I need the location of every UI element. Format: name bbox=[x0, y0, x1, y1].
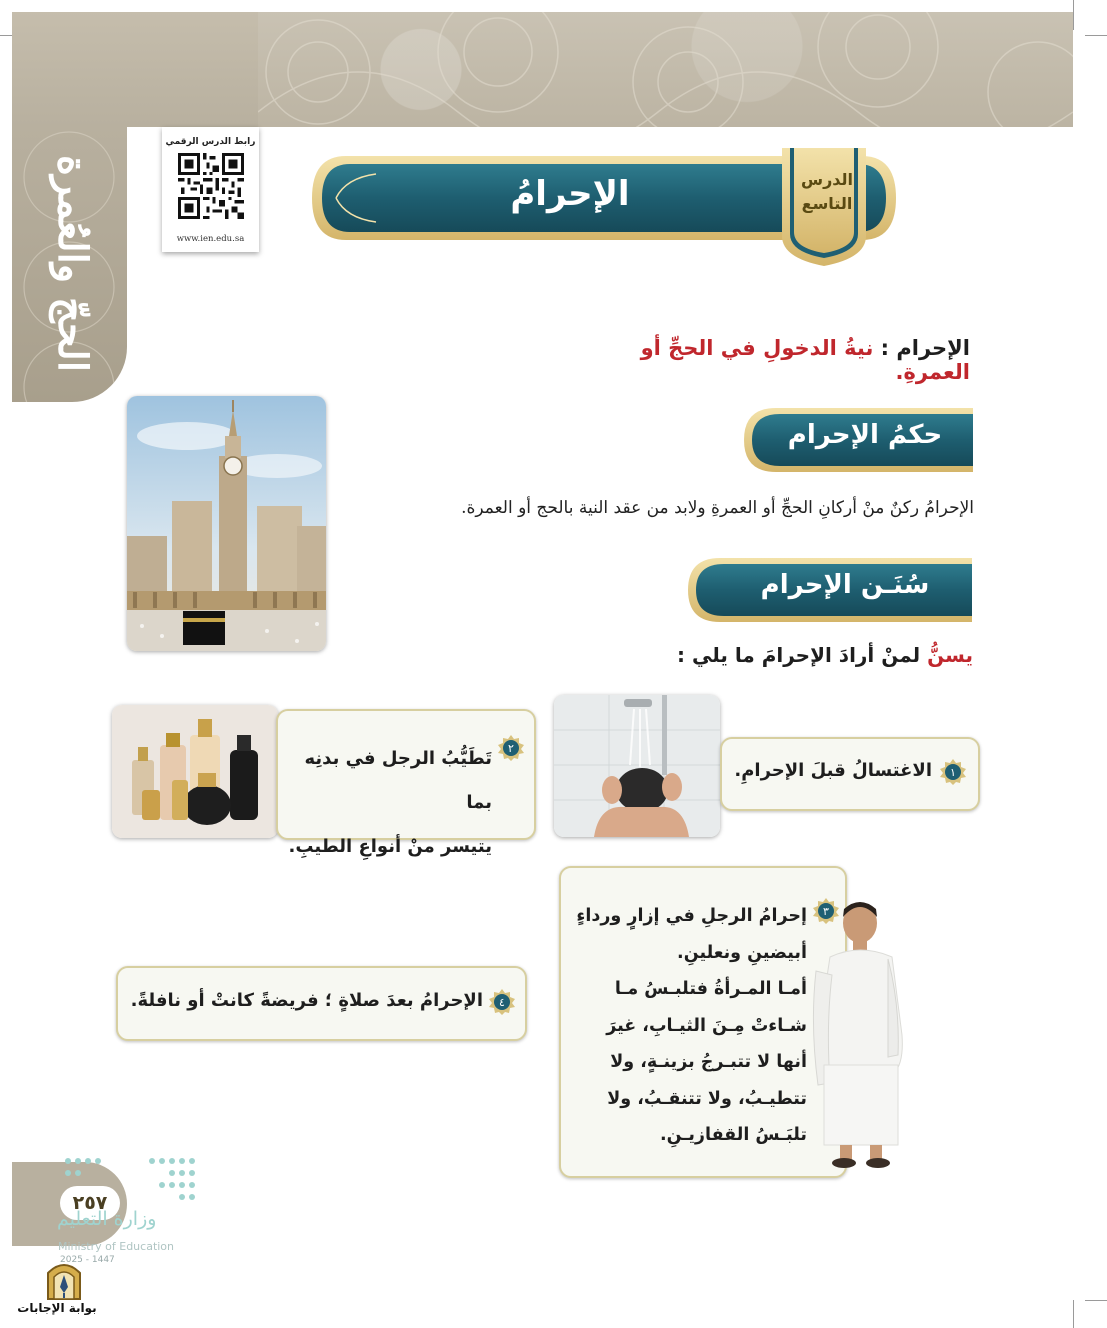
unit-title: الحجّ والعُمرة bbox=[49, 154, 96, 372]
header-band bbox=[258, 12, 1073, 127]
step-2-card bbox=[276, 709, 536, 857]
step-4-card bbox=[116, 966, 527, 1041]
step-4-text: الإحرامُ بعدَ صلاةٍ ؛ فريضةً كانتْ أو نافلةً. bbox=[130, 990, 483, 1011]
number-2-badge-icon bbox=[498, 735, 524, 761]
lesson-number-label: الدرس bbox=[800, 170, 854, 189]
crop-mark bbox=[1085, 35, 1107, 36]
step-3-line: أنها لا تتبـرجُ بزينـةٍ، ولا bbox=[610, 1052, 807, 1072]
unit-tab bbox=[12, 127, 127, 402]
shower-photo bbox=[554, 695, 720, 837]
sunan-intro bbox=[560, 643, 973, 667]
perfume-bottles-photo bbox=[112, 705, 278, 838]
crop-mark bbox=[1073, 1300, 1074, 1328]
ministry-name-english: Ministry of Education bbox=[58, 1240, 175, 1253]
arabesque-pattern bbox=[258, 12, 1073, 127]
lesson-number bbox=[782, 168, 872, 216]
makkah-clock-tower-photo bbox=[127, 396, 326, 651]
qr-code-icon[interactable] bbox=[178, 153, 244, 219]
svg-text:٢: ٢ bbox=[508, 742, 514, 755]
definition-text: نيةُ الدخولِ في الحجِّ أو العمرةِ. bbox=[640, 336, 970, 384]
answers-portal-logo-icon[interactable] bbox=[42, 1257, 86, 1301]
step-3-line: أبيضينِ ونعلينِ. bbox=[677, 942, 807, 963]
step-1-text: الاغتسالُ قبلَ الإحرامِ. bbox=[734, 760, 932, 781]
boy-in-ihram-photo bbox=[806, 895, 914, 1173]
svg-text:١: ١ bbox=[950, 766, 956, 779]
ministry-dots-logo-icon bbox=[62, 1155, 197, 1207]
ministry-name-arabic: وزارة التعليم bbox=[57, 1208, 157, 1230]
crop-mark bbox=[1085, 1300, 1107, 1301]
step-3-line: إحرامُ الرجلِ في إزارٍ ورداءٍ bbox=[576, 906, 807, 926]
qr-url[interactable]: www.ien.edu.sa bbox=[176, 234, 245, 244]
ruling-heading: حكمُ الإحرام bbox=[787, 420, 943, 450]
step-1-card bbox=[720, 737, 980, 811]
step-3-card bbox=[559, 866, 847, 1178]
ruling-text: الإحرامُ ركنٌ منْ أركانِ الحجِّ أو العمرةِ ولابد من عقد النية بالحج أو العمرة. bbox=[461, 498, 974, 518]
ministry-year: 2025 - 1447 bbox=[60, 1255, 115, 1265]
lesson-number-ordinal: التاسع bbox=[801, 194, 853, 213]
answers-portal-label[interactable]: بوابة الإجابات bbox=[17, 1301, 97, 1315]
qr-card[interactable] bbox=[162, 127, 259, 252]
sunan-intro-keyword: يسنُّ bbox=[927, 643, 973, 667]
sunan-heading: سُنَـن الإحرام bbox=[760, 570, 930, 600]
step-3-line: أمـا المـرأةُ فتلبـسُ مـا bbox=[614, 979, 807, 999]
sunan-intro-rest: لمنْ أرادَ الإحرامَ ما يلي : bbox=[677, 643, 928, 667]
crop-mark bbox=[1073, 0, 1074, 30]
lesson-title: الإحرامُ bbox=[510, 174, 630, 214]
step-2-line: تَطَيُّبُ الرجل في بدنِه بما bbox=[304, 748, 492, 813]
page-number: ٢٥٧ bbox=[60, 1186, 120, 1220]
number-4-badge-icon bbox=[489, 989, 515, 1015]
svg-text:٣: ٣ bbox=[823, 905, 829, 918]
definition bbox=[560, 336, 970, 384]
step-2-line: يتيسر منْ أنواعِ الطيبِ. bbox=[288, 836, 492, 857]
qr-label: رابط الدرس الرقمي bbox=[165, 137, 256, 147]
svg-text:٤: ٤ bbox=[499, 996, 505, 1009]
header-left-strip bbox=[12, 12, 258, 127]
number-1-badge-icon bbox=[940, 759, 966, 785]
step-3-line: تتطيـبُ، ولا تتنقـبُ، ولا bbox=[607, 1088, 807, 1109]
step-3-line: شـاءتْ مِـنَ الثيـابِ، غيرَ bbox=[606, 1015, 807, 1036]
step-3-line: تلبَـسُ القفازيـنِ. bbox=[659, 1125, 807, 1145]
definition-term: الإحرام : bbox=[873, 336, 970, 360]
